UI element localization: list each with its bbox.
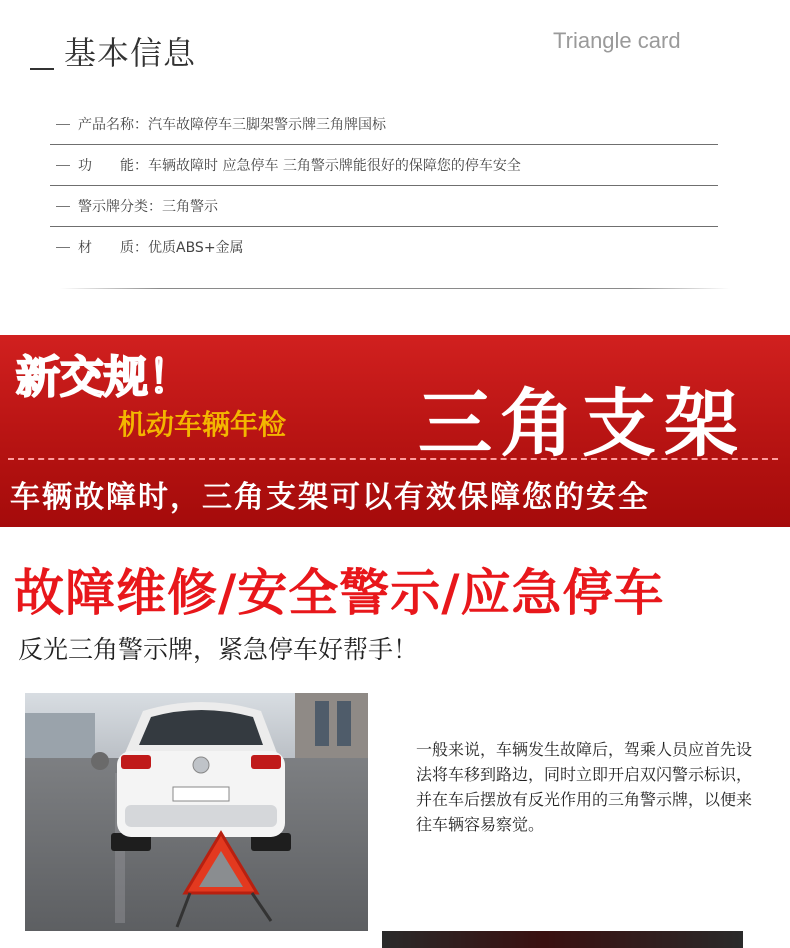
spec-list bbox=[50, 104, 718, 267]
spec-colon: ： bbox=[134, 240, 148, 256]
spec-value: 车辆故障时 应急停车 三角警示牌能很好的保障您的停车安全 bbox=[148, 158, 521, 174]
spec-colon: ： bbox=[134, 158, 148, 174]
spec-label: 功 能 bbox=[78, 158, 134, 174]
dash-bullet bbox=[56, 206, 70, 207]
car-photo-illustration bbox=[25, 693, 368, 931]
feature-headline: 故障维修/安全警示/应急停车 bbox=[14, 564, 665, 622]
usage-description: 一般来说，车辆发生故障后，驾乘人员应首先设法将车移到路边，同时立即开启双闪警示标识，并在车后摆放有反光作用的三角警示牌，以便来往车辆容易察觉。 bbox=[416, 740, 753, 834]
spec-row-material bbox=[50, 227, 718, 267]
dash-bullet bbox=[56, 124, 70, 125]
spec-label: 材 质 bbox=[78, 240, 134, 256]
banner-slogan: 新交规！ bbox=[16, 352, 192, 403]
section-title bbox=[30, 28, 196, 74]
second-photo-partial bbox=[382, 931, 743, 948]
dash-bullet bbox=[56, 247, 70, 248]
spec-label: 警示牌分类 bbox=[78, 199, 148, 215]
promo-banner bbox=[0, 335, 790, 527]
spec-value: 优质ABS+金属 bbox=[148, 240, 244, 256]
banner-tagline: 车辆故障时，三角支架可以有效保障您的安全 bbox=[10, 480, 650, 515]
spec-colon: ： bbox=[148, 199, 162, 215]
feature-subhead: 反光三角警示牌，紧急停车好帮手！ bbox=[18, 635, 419, 664]
dash-bullet bbox=[56, 165, 70, 166]
spec-label: 产品名称 bbox=[78, 117, 134, 133]
section-divider bbox=[60, 288, 730, 289]
spec-colon: ： bbox=[134, 117, 148, 133]
section-subtitle: Triangle card bbox=[553, 28, 681, 53]
spec-row-function bbox=[50, 145, 718, 186]
banner-big-text: 三角支架 bbox=[418, 381, 746, 467]
spec-value: 三角警示 bbox=[162, 199, 218, 215]
spec-row-name bbox=[50, 104, 718, 145]
spec-row-category bbox=[50, 186, 718, 227]
banner-sub-slogan: 机动车辆年检 bbox=[118, 408, 287, 441]
banner-dashed-divider bbox=[8, 458, 778, 460]
section-title-text: 基本信息 bbox=[64, 34, 197, 72]
car-warning-triangle-photo bbox=[25, 693, 368, 931]
spec-value: 汽车故障停车三脚架警示牌三角牌国标 bbox=[148, 117, 386, 133]
title-dash bbox=[30, 68, 54, 70]
